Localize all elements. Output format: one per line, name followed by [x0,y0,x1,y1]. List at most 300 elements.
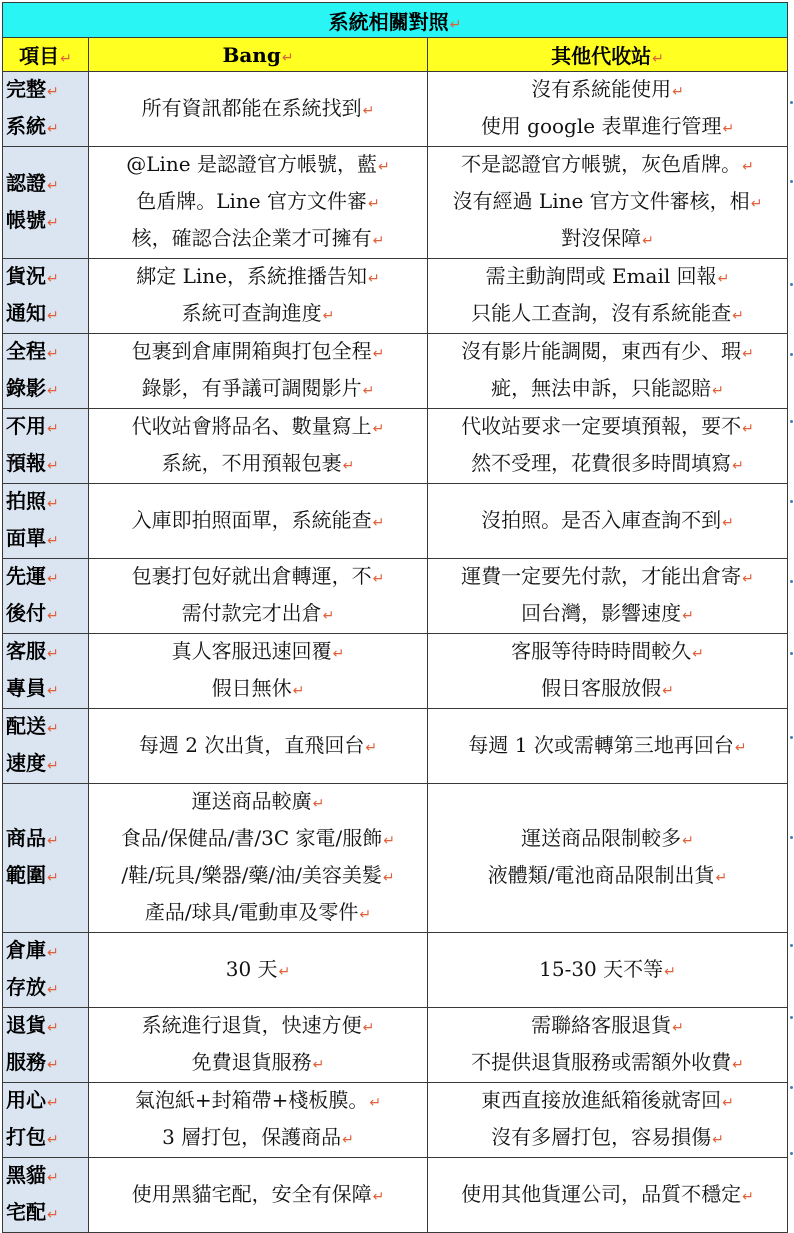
item-label-line [6,166,88,203]
return-mark-icon: ↵ [682,608,694,624]
item-label-text: 不用 [6,414,46,438]
item-label-line [6,334,88,371]
other-desc-text: 不提供退貨服務或需額外收費 [471,1050,732,1074]
other-cell [428,484,788,559]
bang-cell [89,559,428,634]
bang-desc-line [89,296,427,333]
other-desc-text: 每週 1 次或需轉第三地再回台 [468,732,734,757]
bang-desc-text: /鞋/玩具/樂器/藥/油/美容美髮 [121,863,382,887]
return-mark-icon: ↵ [47,458,59,474]
item-label-text: 退貨 [6,1013,46,1037]
bang-desc-line [89,221,427,258]
header-other-text: 其他代收站 [551,44,652,68]
return-mark-icon: ↵ [372,571,385,587]
bang-desc-line [89,1045,427,1082]
return-mark-icon: ↵ [47,496,59,512]
item-label-line [6,933,88,970]
other-cell [428,1158,788,1233]
item-label-text: 商品 [6,826,46,850]
return-mark-icon: ↵ [722,121,735,137]
item-label-text: 預報 [6,451,46,475]
item-label-line [6,409,88,446]
other-cell [428,559,788,634]
item-label-line [6,1195,88,1232]
item-label-text: 範圍 [6,863,46,887]
margin-mark-icon [790,652,793,655]
item-label-text: 拍照 [6,489,46,513]
return-mark-icon: ↵ [734,739,747,756]
bang-desc-line [89,559,427,596]
bang-desc-text: 3 層打包，保護商品 [162,1125,342,1149]
return-mark-icon: ↵ [312,1057,325,1073]
return-mark-icon: ↵ [372,346,385,362]
bang-desc-text: 免費退貨服務 [191,1050,312,1074]
item-label-text: 打包 [6,1125,46,1149]
return-mark-icon: ↵ [742,159,754,175]
other-desc-line [428,446,787,483]
return-mark-icon: ↵ [47,683,59,699]
return-mark-icon: ↵ [47,214,59,231]
return-mark-icon: ↵ [47,646,59,662]
other-cell [428,334,788,409]
other-desc-line [428,1083,787,1120]
title-row [3,3,788,38]
header-other [428,38,788,72]
bang-cell [89,484,428,559]
bang-desc-line [89,334,427,371]
return-mark-icon: ↵ [281,49,294,66]
other-desc-line [428,596,787,633]
return-mark-icon: ↵ [742,571,754,587]
item-label-line [6,596,88,633]
bang-desc-line [89,1083,427,1120]
margin-mark-icon [790,420,793,423]
table-row [3,1158,788,1233]
item-label-text: 完整 [6,77,46,101]
return-mark-icon: ↵ [47,870,59,886]
other-desc-line [428,1008,787,1045]
return-mark-icon: ↵ [368,271,380,287]
return-mark-icon: ↵ [47,346,59,362]
comparison-table [2,2,788,1233]
other-cell [428,1008,788,1083]
item-label-line [6,671,88,708]
bang-desc-text: 真人客服迅速回覆 [171,639,332,663]
return-mark-icon: ↵ [47,1132,59,1148]
other-desc-line [428,1045,787,1082]
item-label-text: 全程 [6,339,46,363]
return-mark-icon: ↵ [368,196,380,212]
bang-desc-text: 運送商品較廣 [191,789,312,813]
return-mark-icon: ↵ [369,1095,382,1111]
item-label-line [6,559,88,596]
return-mark-icon: ↵ [722,1095,734,1111]
return-mark-icon: ↵ [742,421,754,437]
bang-desc-line [89,952,427,989]
return-mark-icon: ↵ [378,159,390,175]
other-desc-line [428,259,787,296]
margin-mark-icon [790,500,793,503]
bang-desc-line [89,446,427,483]
bang-cell [89,634,428,709]
table-row [3,933,788,1008]
return-mark-icon: ↵ [47,608,59,624]
return-mark-icon: ↵ [692,646,704,662]
other-desc-line [428,728,787,765]
return-mark-icon: ↵ [47,421,59,437]
item-label-text: 系統 [6,114,46,138]
bang-desc-line [89,184,427,221]
other-desc-text: 沒有影片能調閱，東西有少、瑕 [461,339,742,363]
other-desc-text: 沒有系統能使用 [531,77,672,101]
other-cell [428,147,788,259]
bang-desc-text: 包裹打包好就出倉轉運，不 [131,564,372,588]
return-mark-icon: ↵ [359,907,372,923]
item-label-cell [3,1083,89,1158]
bang-desc-line [89,784,427,821]
other-desc-line [428,147,787,184]
return-mark-icon: ↵ [47,308,59,324]
other-desc-text: 15-30 天不等 [539,956,664,981]
item-label-text: 專員 [6,676,46,700]
other-desc-text: 沒拍照。是否入庫查詢不到 [481,507,722,532]
table-body [3,3,788,1233]
return-mark-icon: ↵ [722,514,734,531]
bang-desc-line [89,503,427,540]
item-label-line [6,1120,88,1157]
bang-desc-text: 入庫即拍照面單，系統能查 [131,507,372,532]
bang-desc-line [89,147,427,184]
item-label-line [6,484,88,521]
item-label-line [6,446,88,483]
other-desc-line [428,1120,787,1157]
return-mark-icon: ↵ [47,758,59,774]
bang-desc-line [89,895,427,932]
bang-cell [89,334,428,409]
other-desc-text: 然不受理，花費很多時間填寫 [471,451,732,475]
bang-desc-text: 假日無休 [211,676,292,700]
item-label-cell [3,634,89,709]
return-mark-icon: ↵ [672,1020,684,1036]
item-label-line [6,746,88,783]
return-mark-icon: ↵ [372,514,385,531]
other-desc-line [428,184,787,221]
return-mark-icon: ↵ [47,982,59,998]
bang-desc-text: 所有資訊都能在系統找到 [141,95,362,120]
other-desc-text: 運送商品限制較多 [521,826,682,850]
return-mark-icon: ↵ [732,1057,744,1073]
item-label-cell [3,72,89,147]
other-desc-line [428,334,787,371]
return-mark-icon: ↵ [362,1020,375,1036]
table-row [3,259,788,334]
return-mark-icon: ↵ [292,683,305,699]
other-desc-text: 沒有多層打包，容易損傷 [491,1125,712,1149]
return-mark-icon: ↵ [322,608,335,624]
bang-desc-line [89,91,427,128]
return-mark-icon: ↵ [652,51,664,67]
table-row [3,72,788,147]
other-desc-line [428,1177,787,1214]
bang-desc-line [89,1008,427,1045]
item-label-text: 帳號 [6,207,46,232]
item-label-line [6,109,88,146]
title-text: 系統相關對照 [328,9,449,34]
margin-mark-icon [790,180,793,183]
table-row [3,559,788,634]
return-mark-icon: ↵ [60,51,72,67]
return-mark-icon: ↵ [732,308,744,324]
return-mark-icon: ↵ [312,796,325,812]
item-label-line [6,970,88,1007]
bang-cell [89,1083,428,1158]
return-mark-icon: ↵ [362,102,375,119]
other-desc-line [428,671,787,708]
item-label-line [6,858,88,895]
return-mark-icon: ↵ [372,421,385,437]
return-mark-icon: ↵ [449,16,462,33]
bang-desc-line [89,596,427,633]
return-mark-icon: ↵ [672,84,684,100]
table-title [3,3,788,38]
item-label-cell [3,409,89,484]
return-mark-icon: ↵ [383,833,396,849]
return-mark-icon: ↵ [47,177,59,194]
table-row [3,1083,788,1158]
other-desc-text: 代收站要求一定要填預報，要不 [461,414,742,438]
item-label-cell [3,334,89,409]
item-label-cell [3,259,89,334]
other-cell [428,784,788,933]
return-mark-icon: ↵ [47,571,59,587]
return-mark-icon: ↵ [717,271,730,287]
item-label-line [6,296,88,333]
table-row [3,409,788,484]
other-cell [428,72,788,147]
bang-cell [89,147,428,259]
other-desc-line [428,371,787,408]
return-mark-icon: ↵ [642,233,654,249]
other-desc-text: 使用其他貨運公司，品質不穩定 [461,1181,742,1206]
bang-desc-text: 色盾牌。Line 官方文件審 [136,189,368,213]
table-row [3,1008,788,1083]
bang-cell [89,259,428,334]
return-mark-icon: ↵ [47,1207,59,1223]
item-label-cell [3,784,89,933]
bang-desc-text: 系統，不用預報包裹 [161,451,342,475]
bang-desc-line [89,1177,427,1214]
header-bang [89,38,428,72]
other-desc-text: 東西直接放進紙箱後就寄回 [481,1088,722,1112]
item-label-line [6,1045,88,1082]
bang-desc-text: 30 天 [225,956,278,981]
item-label-text: 通知 [6,301,46,325]
return-mark-icon: ↵ [47,1020,59,1036]
item-label-cell [3,709,89,784]
item-label-cell [3,1008,89,1083]
return-mark-icon: ↵ [47,945,59,961]
return-mark-icon: ↵ [372,233,385,249]
other-desc-text: 運費一定要先付款，才能出倉寄 [461,564,742,588]
other-desc-text: 對沒保障 [561,226,642,250]
other-cell [428,634,788,709]
item-label-text: 認證 [6,170,46,195]
bang-desc-line [89,728,427,765]
other-desc-line [428,296,787,333]
bang-desc-line [89,371,427,408]
margin-mark-icon [790,736,793,739]
return-mark-icon: ↵ [365,739,378,756]
item-label-line [6,371,88,408]
table-row [3,709,788,784]
item-label-text: 配送 [6,714,46,738]
bang-cell [89,1158,428,1233]
return-mark-icon: ↵ [712,1132,724,1148]
bang-cell [89,784,428,933]
return-mark-icon: ↵ [382,870,395,886]
margin-mark-icon [790,1086,793,1089]
other-desc-text: 客服等待時時間較久 [511,639,692,663]
item-label-text: 黑貓 [6,1163,46,1187]
return-mark-icon: ↵ [47,533,59,549]
item-label-text: 服務 [6,1050,46,1074]
bang-desc-text: 每週 2 次出貨，直飛回台 [138,732,365,757]
item-label-text: 錄影 [6,376,46,400]
item-label-line [6,709,88,746]
other-desc-line [428,109,787,146]
return-mark-icon: ↵ [742,1188,754,1205]
margin-mark-icon [790,353,793,356]
item-label-line [6,1083,88,1120]
bang-desc-text: 食品/保健品/書/3C 家電/服飾 [120,826,383,850]
return-mark-icon: ↵ [342,458,355,474]
item-label-line [6,634,88,671]
bang-desc-text: 使用黑貓宅配，安全有保障 [131,1181,372,1206]
other-desc-line [428,858,787,895]
item-label-text: 倉庫 [6,938,46,962]
table-row [3,334,788,409]
return-mark-icon: ↵ [750,196,763,212]
other-desc-line [428,952,787,989]
bang-desc-line [89,821,427,858]
header-item [3,38,89,72]
other-cell [428,409,788,484]
item-label-line [6,72,88,109]
other-desc-line [428,634,787,671]
margin-mark-icon [790,1152,793,1155]
header-bang-text: Bang [222,42,281,67]
bang-desc-text: 產品/球具/電動車及零件 [144,900,359,924]
other-desc-line [428,72,787,109]
other-cell [428,1083,788,1158]
return-mark-icon: ↵ [47,721,59,737]
bang-desc-text: 錄影，有爭議可調閱影片 [141,376,362,400]
bang-desc-text: 氣泡紙+封箱帶+棧板膜。 [134,1088,369,1112]
bang-cell [89,72,428,147]
return-mark-icon: ↵ [715,870,728,886]
margin-mark-icon [790,1016,793,1019]
return-mark-icon: ↵ [322,308,335,324]
item-label-text: 用心 [6,1088,46,1112]
item-label-line [6,1158,88,1195]
paragraph-margin-marks [789,0,794,1204]
other-desc-line [428,221,787,258]
other-desc-text: 假日客服放假 [541,676,662,700]
bang-desc-text: 核，確認合法企業才可擁有 [131,226,372,250]
item-label-text: 貨況 [6,264,46,288]
item-label-text: 宅配 [6,1200,46,1224]
return-mark-icon: ↵ [372,1188,385,1205]
return-mark-icon: ↵ [278,963,291,980]
return-mark-icon: ↵ [332,646,345,662]
other-desc-line [428,821,787,858]
other-desc-text: 疵，無法申訴，只能認賠 [491,376,712,400]
margin-mark-icon [790,283,793,286]
item-label-text: 存放 [6,975,46,999]
other-desc-text: 沒有經過 Line 官方文件審核，相 [452,189,750,213]
return-mark-icon: ↵ [47,84,59,100]
return-mark-icon: ↵ [47,121,59,137]
item-label-line [6,259,88,296]
return-mark-icon: ↵ [47,1095,59,1111]
other-cell [428,709,788,784]
item-label-text: 面單 [6,526,46,550]
margin-mark-icon [790,101,793,104]
margin-mark-icon [790,580,793,583]
bang-desc-text: 綁定 Line，系統推播告知 [136,264,368,288]
other-desc-line [428,503,787,540]
table-row [3,147,788,259]
other-desc-text: 液體類/電池商品限制出貨 [487,863,715,887]
bang-desc-text: 系統可查詢進度 [181,301,322,325]
return-mark-icon: ↵ [664,963,676,980]
table-row [3,484,788,559]
bang-desc-line [89,259,427,296]
return-mark-icon: ↵ [47,383,59,399]
other-desc-text: 需主動詢問或 Email 回報 [485,264,717,288]
item-label-cell [3,933,89,1008]
item-label-line [6,821,88,858]
item-label-cell [3,1158,89,1233]
return-mark-icon: ↵ [732,458,744,474]
other-desc-text: 只能人工查詢，沒有系統能查 [471,301,732,325]
bang-desc-line [89,1120,427,1157]
item-label-line [6,1008,88,1045]
return-mark-icon: ↵ [342,1132,354,1148]
return-mark-icon: ↵ [47,1057,59,1073]
header-item-text: 項目 [19,44,60,68]
bang-desc-text: @Line 是認證官方帳號，藍 [126,152,378,176]
return-mark-icon: ↵ [682,833,694,849]
item-label-text: 後付 [6,601,46,625]
other-desc-line [428,409,787,446]
bang-cell [89,709,428,784]
bang-cell [89,1008,428,1083]
margin-mark-icon [790,944,793,947]
table-row [3,634,788,709]
item-label-line [6,203,88,240]
return-mark-icon: ↵ [742,346,754,362]
bang-desc-text: 系統進行退貨，快速方便 [141,1013,362,1037]
item-label-text: 先運 [6,564,46,588]
margin-mark-icon [790,836,793,839]
bang-desc-line [89,634,427,671]
return-mark-icon: ↵ [362,383,375,399]
item-label-text: 速度 [6,751,46,775]
bang-desc-text: 包裹到倉庫開箱與打包全程 [131,339,372,363]
item-label-cell [3,147,89,259]
other-desc-text: 使用 google 表單進行管理 [480,114,722,138]
